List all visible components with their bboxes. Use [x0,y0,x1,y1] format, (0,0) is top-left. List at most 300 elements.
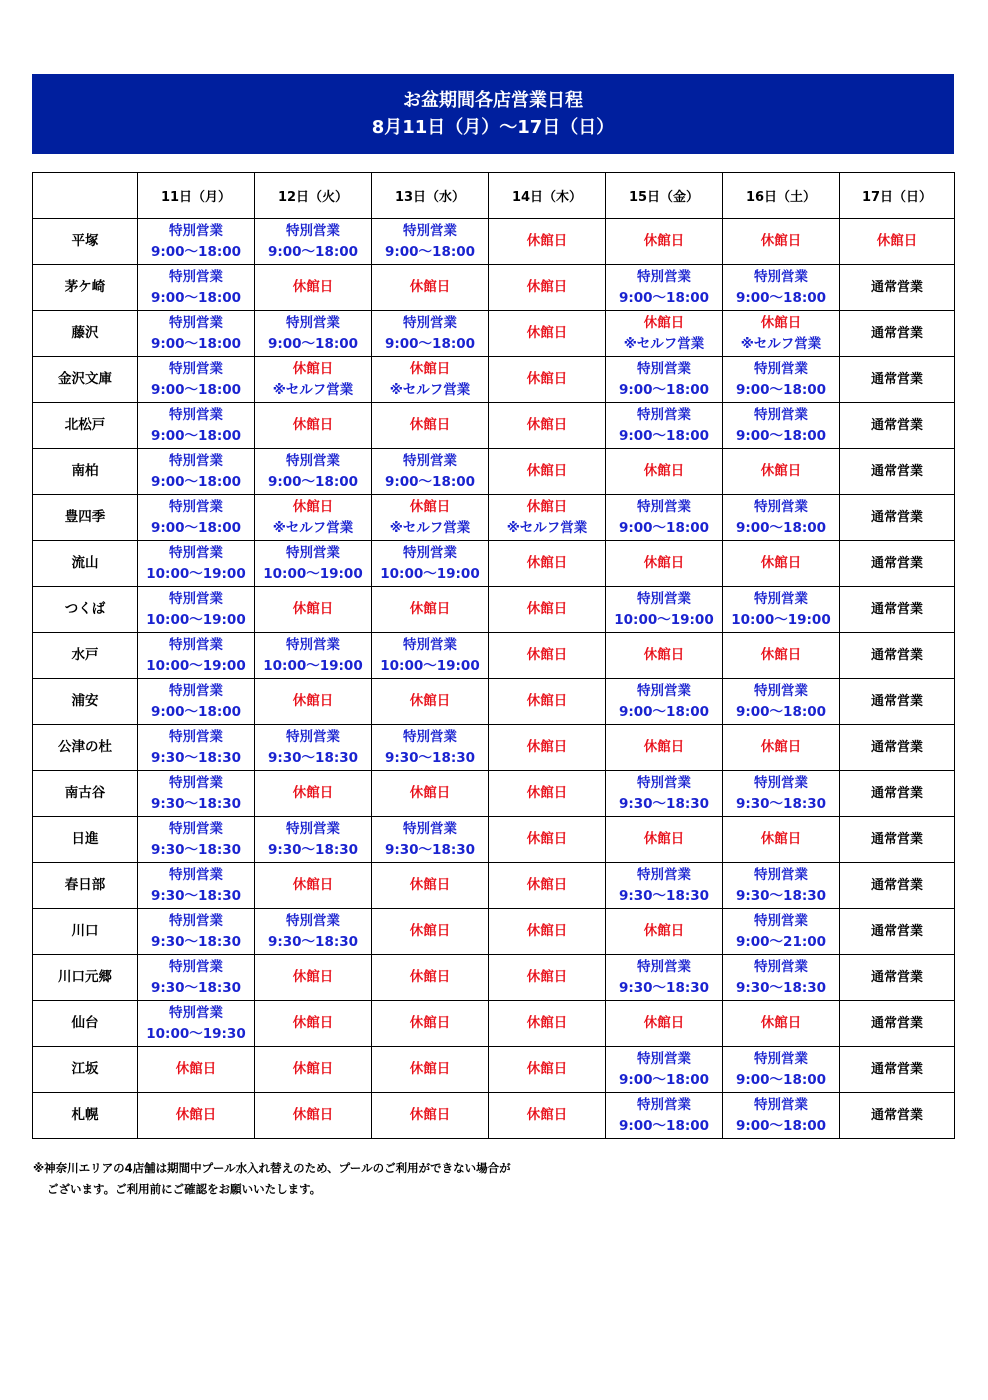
schedule-cell [372,817,489,863]
hours-text: 10:00～19:00 [614,611,714,628]
hours-text: 9:00～18:00 [150,381,242,398]
schedule-cell [723,679,840,725]
schedule-cell [840,495,955,541]
schedule-cell [138,679,255,725]
hours-text: 9:30～18:30 [618,887,710,904]
schedule-cell [138,265,255,311]
special-label: 特別営業 [403,544,457,561]
closed-label: 休館日 [643,647,685,663]
schedule-cell [138,311,255,357]
schedule-cell [606,725,723,771]
table-row [33,541,955,587]
closed-label: 休館日 [643,923,685,939]
hours-text: 10:00～19:00 [731,611,831,628]
closed-label: 休館日 [292,1015,334,1031]
footnote-line: ございます。ご利用前にご確認をお願いいたします。 [47,1182,322,1196]
store-name: つくば [33,587,138,633]
closed-label: 休館日 [526,877,568,893]
closed-label: 休館日 [292,498,334,515]
special-label: 特別営業 [637,268,691,285]
special-label: 特別営業 [286,314,340,331]
store-name: 流山 [33,541,138,587]
closed-label: 休館日 [175,1061,217,1077]
schedule-cell [138,403,255,449]
special-label: 特別営業 [169,1004,223,1021]
closed-label: 休館日 [526,739,568,755]
closed-label: 休館日 [526,693,568,709]
special-label: 特別営業 [286,820,340,837]
schedule-cell [723,311,840,357]
special-label: 特別営業 [286,544,340,561]
schedule-cell [606,587,723,633]
table-row [33,219,955,265]
closed-label: 休館日 [643,233,685,249]
closed-label: 休館日 [292,1061,334,1077]
store-name: 川口 [33,909,138,955]
hours-text: 9:00～18:00 [150,335,242,352]
hours-text: 10:00～19:30 [146,1025,246,1042]
schedule-cell [840,633,955,679]
special-label: 特別営業 [637,360,691,377]
day-header: 12日（火） [255,173,372,219]
schedule-cell [606,495,723,541]
schedule-cell [723,449,840,495]
schedule-cell [489,909,606,955]
schedule-cell [723,219,840,265]
hours-text: 9:00～18:00 [618,519,710,536]
schedule-cell [840,771,955,817]
closed-label: 休館日 [175,1107,217,1123]
schedule-cell [489,817,606,863]
page-title: お盆期間各店営業日程 [403,90,583,111]
schedule-cell [372,955,489,1001]
schedule-cell [255,679,372,725]
closed-label: 休館日 [526,325,568,341]
schedule-cell [489,679,606,725]
hours-text: 9:00～18:00 [150,703,242,720]
schedule-cell [372,1093,489,1139]
schedule-cell [138,817,255,863]
schedule-cell [606,1093,723,1139]
special-label: 特別営業 [637,498,691,515]
schedule-cell [138,909,255,955]
normal-label: 通常営業 [870,878,923,893]
schedule-cell [606,771,723,817]
schedule-cell [138,541,255,587]
schedule-cell [723,863,840,909]
hours-text: 9:00～18:00 [267,243,359,260]
special-label: 特別営業 [637,1050,691,1067]
corner-cell [33,173,138,219]
closed-label: 休館日 [409,279,451,295]
table-row [33,633,955,679]
schedule-cell [606,633,723,679]
normal-label: 通常営業 [870,510,923,525]
store-name: 江坂 [33,1047,138,1093]
hours-text: 9:30～18:30 [384,841,476,858]
schedule-cell [723,817,840,863]
schedule-cell [138,863,255,909]
schedule-cell [138,1093,255,1139]
store-name: 日進 [33,817,138,863]
schedule-cell [606,817,723,863]
hours-text: 9:30～18:30 [618,795,710,812]
hours-text: 10:00～19:00 [380,565,480,582]
schedule-cell [489,1001,606,1047]
special-label: 特別営業 [169,682,223,699]
schedule-cell [255,1001,372,1047]
table-row [33,495,955,541]
footnote [33,1158,511,1200]
normal-label: 通常営業 [870,280,923,295]
special-label: 特別営業 [403,452,457,469]
hours-text: 9:00～18:00 [735,289,827,306]
normal-label: 通常営業 [870,326,923,341]
special-label: 特別営業 [403,636,457,653]
special-label: 特別営業 [169,912,223,929]
schedule-cell [840,955,955,1001]
closed-label: 休館日 [409,498,451,515]
closed-label: 休館日 [526,498,568,515]
normal-label: 通常営業 [870,970,923,985]
schedule-cell [606,863,723,909]
schedule-cell [840,1093,955,1139]
special-label: 特別営業 [403,728,457,745]
special-label: 特別営業 [169,406,223,423]
schedule-cell [372,403,489,449]
closed-label: 休館日 [292,601,334,617]
normal-label: 通常営業 [870,832,923,847]
closed-label: 休館日 [643,831,685,847]
closed-label: 休館日 [292,279,334,295]
store-name: 南古谷 [33,771,138,817]
special-label: 特別営業 [169,636,223,653]
schedule-cell [723,1093,840,1139]
hours-text: 9:00～18:00 [150,427,242,444]
schedule-cell [372,863,489,909]
hours-text: 9:00～18:00 [150,243,242,260]
schedule-cell [723,265,840,311]
schedule-cell [372,725,489,771]
special-label: 特別営業 [637,406,691,423]
hours-text: 9:30～18:30 [735,887,827,904]
schedule-cell [138,633,255,679]
closed-label: 休館日 [526,785,568,801]
schedule-cell [723,725,840,771]
hours-text: 10:00～19:00 [263,657,363,674]
schedule-cell [606,1047,723,1093]
schedule-cell [840,449,955,495]
schedule-cell [606,955,723,1001]
special-label: 特別営業 [169,774,223,791]
special-label: 特別営業 [754,912,808,929]
table-row [33,725,955,771]
special-label: 特別営業 [754,498,808,515]
schedule-cell [489,1047,606,1093]
self-service-label: ※セルフ営業 [272,381,354,398]
schedule-cell [489,955,606,1001]
store-name: 川口元郷 [33,955,138,1001]
schedule-cell [372,541,489,587]
hours-text: 9:30～18:30 [735,979,827,996]
schedule-cell [489,311,606,357]
hours-text: 9:00～18:00 [384,335,476,352]
special-label: 特別営業 [637,866,691,883]
day-header: 15日（金） [606,173,723,219]
schedule-cell [840,541,955,587]
schedule-cell [489,265,606,311]
day-header: 14日（木） [489,173,606,219]
schedule-cell [255,863,372,909]
hours-text: 9:30～18:30 [150,933,242,950]
closed-label: 休館日 [760,555,802,571]
closed-label: 休館日 [292,693,334,709]
special-label: 特別営業 [754,1050,808,1067]
hours-text: 9:00～18:00 [735,1117,827,1134]
schedule-cell [255,633,372,679]
table-row [33,311,955,357]
hours-text: 9:30～18:30 [150,841,242,858]
schedule-cell [372,219,489,265]
title-banner [32,74,954,154]
closed-label: 休館日 [526,923,568,939]
schedule-cell [723,541,840,587]
date-range: 8月11日（月）～17日（日） [371,117,615,138]
closed-label: 休館日 [526,969,568,985]
hours-text: 10:00～19:00 [263,565,363,582]
closed-label: 休館日 [292,969,334,985]
closed-label: 休館日 [409,693,451,709]
closed-label: 休館日 [760,739,802,755]
schedule-cell [840,1047,955,1093]
schedule-cell [606,909,723,955]
table-row [33,1093,955,1139]
schedule-cell [489,771,606,817]
schedule-cell [489,219,606,265]
schedule-cell [489,725,606,771]
hours-text: 9:00～18:00 [618,381,710,398]
schedule-cell [372,1001,489,1047]
schedule-cell [138,587,255,633]
hours-text: 9:30～18:30 [267,749,359,766]
hours-text: 9:00～18:00 [618,289,710,306]
schedule-cell [255,541,372,587]
schedule-cell [372,449,489,495]
store-name: 平塚 [33,219,138,265]
normal-label: 通常営業 [870,1016,923,1031]
table-row [33,1047,955,1093]
normal-label: 通常営業 [870,1062,923,1077]
special-label: 特別営業 [754,268,808,285]
table-row [33,909,955,955]
hours-text: 9:30～18:30 [618,979,710,996]
schedule-cell [138,955,255,1001]
schedule-cell [255,817,372,863]
schedule-cell [840,311,955,357]
table-row [33,265,955,311]
table-row [33,403,955,449]
store-name: 仙台 [33,1001,138,1047]
hours-text: 9:00～18:00 [735,381,827,398]
hours-text: 9:00～18:00 [267,473,359,490]
schedule-cell [840,909,955,955]
hours-text: 9:00～18:00 [150,289,242,306]
normal-label: 通常営業 [870,1108,923,1123]
special-label: 特別営業 [169,728,223,745]
table-row [33,357,955,403]
hours-text: 9:00～18:00 [384,243,476,260]
self-service-label: ※セルフ営業 [740,335,822,352]
closed-label: 休館日 [876,233,918,249]
special-label: 特別営業 [169,590,223,607]
schedule-cell [255,311,372,357]
schedule-cell [372,265,489,311]
closed-label: 休館日 [292,877,334,893]
closed-label: 休館日 [526,279,568,295]
normal-label: 通常営業 [870,648,923,663]
self-service-label: ※セルフ営業 [506,519,588,536]
schedule-cell [723,587,840,633]
schedule-cell [372,1047,489,1093]
schedule-cell [255,587,372,633]
special-label: 特別営業 [169,222,223,239]
closed-label: 休館日 [409,877,451,893]
schedule-cell [138,449,255,495]
special-label: 特別営業 [403,314,457,331]
special-label: 特別営業 [403,222,457,239]
schedule-cell [372,357,489,403]
closed-label: 休館日 [526,1015,568,1031]
special-label: 特別営業 [286,912,340,929]
schedule-cell [606,449,723,495]
special-label: 特別営業 [754,360,808,377]
schedule-cell [723,1001,840,1047]
closed-label: 休館日 [409,1061,451,1077]
normal-label: 通常営業 [870,464,923,479]
hours-text: 9:00～21:00 [735,933,827,950]
schedule-cell [723,403,840,449]
header-row [33,173,955,219]
special-label: 特別営業 [637,1096,691,1113]
schedule-cell [255,955,372,1001]
store-name: 水戸 [33,633,138,679]
schedule-cell [723,1047,840,1093]
schedule-cell [372,495,489,541]
day-header: 16日（土） [723,173,840,219]
normal-label: 通常営業 [870,556,923,571]
schedule-cell [255,1047,372,1093]
schedule-cell [723,357,840,403]
hours-text: 10:00～19:00 [380,657,480,674]
special-label: 特別営業 [169,544,223,561]
schedule-cell [723,633,840,679]
table-row [33,587,955,633]
schedule-cell [372,679,489,725]
closed-label: 休館日 [526,371,568,387]
special-label: 特別営業 [403,820,457,837]
hours-text: 9:00～18:00 [618,703,710,720]
special-label: 特別営業 [754,682,808,699]
schedule-cell [489,449,606,495]
hours-text: 9:30～18:30 [267,933,359,950]
schedule-cell [489,633,606,679]
closed-label: 休館日 [409,417,451,433]
closed-label: 休館日 [409,923,451,939]
hours-text: 9:30～18:30 [150,887,242,904]
table-row [33,955,955,1001]
self-service-label: ※セルフ営業 [623,335,705,352]
store-name: 茅ケ崎 [33,265,138,311]
normal-label: 通常営業 [870,740,923,755]
hours-text: 9:00～18:00 [267,335,359,352]
schedule-cell [489,587,606,633]
special-label: 特別営業 [637,958,691,975]
store-name: 藤沢 [33,311,138,357]
special-label: 特別営業 [286,728,340,745]
schedule-cell [138,725,255,771]
hours-text: 9:00～18:00 [735,519,827,536]
schedule-cell [606,679,723,725]
schedule-cell [255,403,372,449]
special-label: 特別営業 [754,958,808,975]
closed-label: 休館日 [643,314,685,331]
schedule-cell [606,311,723,357]
schedule-cell [723,909,840,955]
closed-label: 休館日 [526,1107,568,1123]
hours-text: 9:00～18:00 [618,1071,710,1088]
schedule-cell [840,863,955,909]
special-label: 特別営業 [637,682,691,699]
store-name: 南柏 [33,449,138,495]
special-label: 特別営業 [169,866,223,883]
schedule-cell [840,219,955,265]
normal-label: 通常営業 [870,924,923,939]
schedule-cell [138,1001,255,1047]
closed-label: 休館日 [526,463,568,479]
schedule-cell [606,1001,723,1047]
schedule-cell [138,357,255,403]
closed-label: 休館日 [292,360,334,377]
schedule-cell [138,495,255,541]
closed-label: 休館日 [760,233,802,249]
hours-text: 9:00～18:00 [150,519,242,536]
closed-label: 休館日 [526,601,568,617]
special-label: 特別営業 [169,452,223,469]
schedule-cell [606,219,723,265]
schedule-cell [489,357,606,403]
self-service-label: ※セルフ営業 [389,381,471,398]
closed-label: 休館日 [409,1107,451,1123]
schedule-cell [840,817,955,863]
hours-text: 9:30～18:30 [150,979,242,996]
hours-text: 9:00～18:00 [150,473,242,490]
special-label: 特別営業 [754,774,808,791]
closed-label: 休館日 [760,647,802,663]
schedule-cell [255,1093,372,1139]
table-row [33,863,955,909]
hours-text: 10:00～19:00 [146,657,246,674]
closed-label: 休館日 [409,601,451,617]
special-label: 特別営業 [169,820,223,837]
schedule-cell [138,771,255,817]
hours-text: 9:00～18:00 [618,1117,710,1134]
store-name: 春日部 [33,863,138,909]
closed-label: 休館日 [526,233,568,249]
special-label: 特別営業 [754,1096,808,1113]
closed-label: 休館日 [409,1015,451,1031]
store-name: 北松戸 [33,403,138,449]
hours-text: 9:00～18:00 [735,1071,827,1088]
